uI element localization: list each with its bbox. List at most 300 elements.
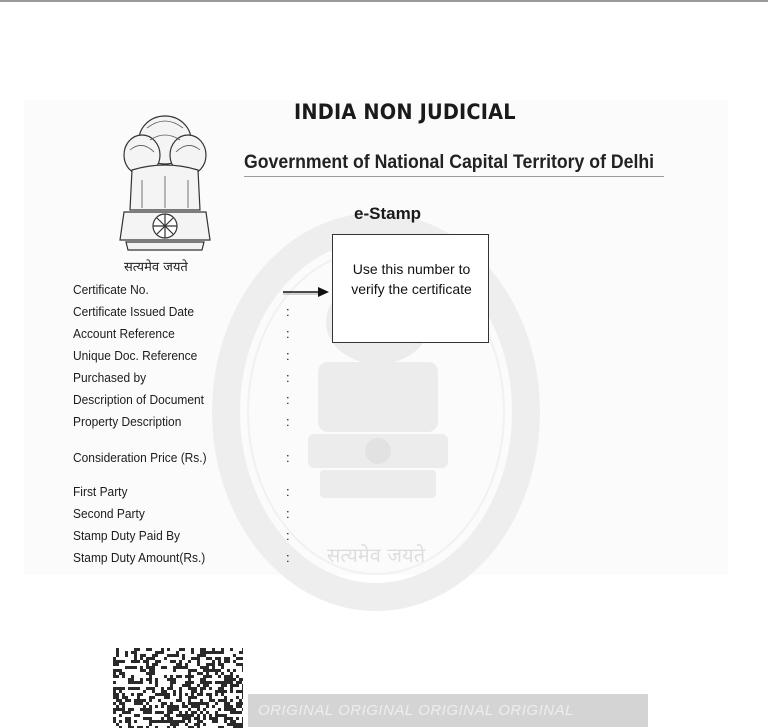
qr-cell — [218, 681, 221, 684]
page-subtitle: Government of National Capital Territory of Delhi — [244, 152, 655, 173]
qr-cell — [122, 702, 125, 705]
qr-cell — [173, 690, 176, 693]
field-label: Account Reference — [73, 326, 175, 341]
qr-cell — [167, 711, 170, 714]
qr-cell — [167, 720, 170, 723]
qr-cell — [230, 684, 233, 687]
qr-cell — [212, 660, 215, 663]
qr-cell — [164, 657, 167, 660]
qr-cell — [203, 708, 206, 711]
qr-cell — [149, 696, 152, 699]
qr-cell — [119, 699, 122, 702]
qr-cell — [116, 693, 119, 696]
qr-cell — [164, 714, 167, 717]
qr-cell — [242, 669, 243, 672]
qr-cell — [206, 705, 209, 708]
qr-cell — [209, 717, 212, 720]
qr-cell — [125, 699, 128, 702]
qr-cell — [137, 660, 140, 663]
qr-cell — [209, 687, 212, 690]
qr-cell — [113, 702, 116, 705]
qr-cell — [122, 672, 125, 675]
qr-cell — [221, 714, 224, 717]
qr-cell — [152, 720, 155, 723]
qr-cell — [194, 711, 197, 714]
qr-cell — [128, 717, 131, 720]
qr-cell — [242, 720, 243, 723]
qr-cell — [179, 660, 182, 663]
qr-cell — [170, 711, 173, 714]
qr-cell — [215, 693, 218, 696]
qr-cell — [125, 651, 128, 654]
qr-cell — [203, 681, 206, 684]
qr-cell — [200, 681, 203, 684]
qr-cell — [185, 666, 188, 669]
qr-cell — [236, 675, 239, 678]
field-property-description — [73, 414, 191, 429]
qr-cell — [113, 696, 116, 699]
field-consideration-price — [73, 450, 218, 465]
qr-cell — [203, 678, 206, 681]
qr-cell — [197, 714, 200, 717]
qr-cell — [161, 705, 164, 708]
qr-cell — [167, 708, 170, 711]
qr-cell — [128, 687, 131, 690]
qr-cell — [215, 711, 218, 714]
qr-cell — [197, 702, 200, 705]
qr-cell — [161, 687, 164, 690]
qr-cell — [218, 708, 221, 711]
qr-cell — [212, 666, 215, 669]
qr-cell — [182, 702, 185, 705]
qr-cell — [224, 657, 227, 660]
qr-cell — [179, 687, 182, 690]
qr-cell — [167, 696, 170, 699]
qr-cell — [236, 702, 239, 705]
qr-cell — [146, 657, 149, 660]
qr-cell — [170, 687, 173, 690]
qr-cell — [218, 660, 221, 663]
qr-cell — [200, 711, 203, 714]
qr-cell — [146, 687, 149, 690]
qr-cell — [191, 690, 194, 693]
qr-cell — [134, 651, 137, 654]
qr-cell — [242, 702, 243, 705]
qr-cell — [242, 663, 243, 666]
qr-cell — [140, 702, 143, 705]
qr-cell — [203, 648, 206, 651]
field-label: First Party — [73, 484, 128, 499]
qr-cell — [191, 714, 194, 717]
qr-cell — [146, 678, 149, 681]
qr-cell — [197, 708, 200, 711]
qr-cell — [134, 699, 137, 702]
qr-cell — [200, 654, 203, 657]
qr-cell — [200, 720, 203, 723]
qr-cell — [137, 681, 140, 684]
qr-cell — [221, 681, 224, 684]
arrow-right-icon — [282, 286, 330, 298]
field-label: Unique Doc. Reference — [73, 348, 198, 363]
qr-cell — [236, 696, 239, 699]
qr-cell — [218, 690, 221, 693]
qr-cell — [173, 723, 176, 726]
qr-cell — [206, 666, 209, 669]
qr-cell — [140, 678, 143, 681]
field-label: Certificate No. — [73, 282, 149, 297]
qr-cell — [236, 717, 239, 720]
field-stamp-duty-amount — [73, 550, 217, 565]
qr-cell — [224, 705, 227, 708]
qr-cell — [209, 714, 212, 717]
qr-cell — [149, 708, 152, 711]
qr-cell — [191, 687, 194, 690]
qr-cell — [182, 684, 185, 687]
qr-cell — [164, 693, 167, 696]
qr-cell — [167, 705, 170, 708]
qr-cell — [209, 696, 212, 699]
qr-cell — [191, 681, 194, 684]
qr-cell — [233, 654, 236, 657]
qr-cell — [209, 675, 212, 678]
qr-cell — [185, 675, 188, 678]
qr-cell — [230, 723, 233, 726]
qr-cell — [197, 720, 200, 723]
qr-cell — [209, 699, 212, 702]
qr-cell — [227, 705, 230, 708]
qr-cell — [218, 675, 221, 678]
field-description-of-document — [73, 392, 215, 407]
qr-cell — [125, 720, 128, 723]
qr-cell — [203, 654, 206, 657]
qr-cell — [161, 651, 164, 654]
qr-cell — [176, 708, 179, 711]
qr-cell — [233, 720, 236, 723]
qr-cell — [242, 696, 243, 699]
qr-cell — [239, 711, 242, 714]
qr-cell — [200, 687, 203, 690]
qr-cell — [185, 693, 188, 696]
qr-cell — [179, 714, 182, 717]
field-label: Description of Document — [73, 392, 204, 407]
qr-cell — [158, 699, 161, 702]
qr-cell — [119, 687, 122, 690]
qr-cell — [182, 705, 185, 708]
qr-cell — [113, 690, 116, 693]
qr-cell — [230, 708, 233, 711]
qr-cell — [149, 687, 152, 690]
qr-cell — [131, 687, 134, 690]
qr-cell — [161, 666, 164, 669]
certificate-fields — [73, 282, 313, 582]
qr-cell — [137, 696, 140, 699]
qr-cell — [197, 660, 200, 663]
qr-cell — [176, 699, 179, 702]
qr-cell — [149, 666, 152, 669]
qr-cell — [200, 699, 203, 702]
field-first-party — [73, 484, 132, 499]
qr-cell — [152, 687, 155, 690]
qr-cell — [206, 669, 209, 672]
qr-cell — [113, 669, 116, 672]
qr-cell — [149, 699, 152, 702]
qr-cell — [155, 663, 158, 666]
qr-cell — [221, 651, 224, 654]
qr-cell — [203, 687, 206, 690]
qr-cell — [233, 711, 236, 714]
field-separator: : — [286, 370, 290, 385]
qr-cell — [176, 651, 179, 654]
qr-cell — [152, 669, 155, 672]
qr-cell — [164, 666, 167, 669]
field-label: Certificate Issued Date — [73, 304, 194, 319]
qr-cell — [143, 669, 146, 672]
qr-cell — [239, 699, 242, 702]
qr-cell — [149, 711, 152, 714]
qr-cell — [197, 654, 200, 657]
qr-cell — [149, 648, 152, 651]
qr-cell — [140, 657, 143, 660]
qr-cell — [155, 711, 158, 714]
qr-cell — [224, 684, 227, 687]
qr-cell — [149, 705, 152, 708]
qr-cell — [155, 678, 158, 681]
qr-cell — [227, 675, 230, 678]
qr-cell — [236, 711, 239, 714]
field-account-reference — [73, 326, 184, 341]
qr-cell — [128, 681, 131, 684]
qr-cell — [143, 705, 146, 708]
qr-cell — [191, 675, 194, 678]
qr-cell — [128, 678, 131, 681]
qr-cell — [191, 669, 194, 672]
qr-cell — [167, 648, 170, 651]
qr-cell — [146, 648, 149, 651]
qr-cell — [203, 714, 206, 717]
original-strip-text: ORIGINAL ORIGINAL ORIGINAL ORIGINAL — [258, 702, 574, 719]
qr-cell — [209, 651, 212, 654]
qr-cell — [161, 693, 164, 696]
qr-cell — [173, 666, 176, 669]
page-title: INDIA NON JUDICIAL — [294, 100, 516, 124]
qr-cell — [224, 717, 227, 720]
qr-cell — [179, 720, 182, 723]
qr-cell — [230, 705, 233, 708]
qr-cell — [212, 717, 215, 720]
qr-cell — [188, 678, 191, 681]
qr-cell — [233, 660, 236, 663]
field-separator: : — [286, 348, 290, 363]
qr-cell — [134, 720, 137, 723]
qr-cell — [170, 720, 173, 723]
qr-cell — [200, 666, 203, 669]
field-label: Purchased by — [73, 370, 147, 385]
qr-cell — [191, 693, 194, 696]
qr-cell — [146, 660, 149, 663]
qr-cell — [215, 672, 218, 675]
qr-cell — [155, 681, 158, 684]
qr-cell — [185, 663, 188, 666]
qr-cell — [194, 687, 197, 690]
qr-cell — [149, 720, 152, 723]
qr-cell — [146, 672, 149, 675]
qr-cell — [203, 717, 206, 720]
qr-cell — [197, 657, 200, 660]
qr-cell — [143, 690, 146, 693]
qr-cell — [155, 660, 158, 663]
qr-cell — [215, 720, 218, 723]
qr-cell — [167, 693, 170, 696]
qr-cell — [227, 681, 230, 684]
qr-cell — [164, 720, 167, 723]
qr-cell — [239, 702, 242, 705]
qr-cell — [167, 714, 170, 717]
qr-cell — [221, 672, 224, 675]
qr-cell — [197, 723, 200, 726]
qr-cell — [206, 693, 209, 696]
qr-cell — [125, 654, 128, 657]
qr-cell — [170, 684, 173, 687]
qr-cell — [140, 654, 143, 657]
qr-cell — [227, 708, 230, 711]
qr-cell — [128, 699, 131, 702]
qr-cell — [209, 657, 212, 660]
qr-cell — [122, 693, 125, 696]
qr-cell — [128, 666, 131, 669]
qr-cell — [182, 714, 185, 717]
qr-cell — [131, 681, 134, 684]
qr-cell — [134, 681, 137, 684]
qr-cell — [227, 657, 230, 660]
qr-cell — [194, 702, 197, 705]
qr-cell — [161, 702, 164, 705]
qr-cell — [224, 696, 227, 699]
qr-cell — [125, 666, 128, 669]
qr-cell — [146, 711, 149, 714]
qr-cell — [170, 708, 173, 711]
qr-cell — [242, 651, 243, 654]
qr-cell — [236, 690, 239, 693]
qr-cell — [137, 699, 140, 702]
qr-cell — [170, 723, 173, 726]
qr-cell — [125, 717, 128, 720]
qr-cell — [179, 663, 182, 666]
qr-cell — [122, 705, 125, 708]
qr-cell — [206, 675, 209, 678]
qr-cell — [197, 717, 200, 720]
qr-cell — [155, 693, 158, 696]
qr-cell — [176, 654, 179, 657]
qr-cell — [206, 711, 209, 714]
qr-cell — [140, 708, 143, 711]
qr-cell — [206, 702, 209, 705]
qr-cell — [176, 714, 179, 717]
qr-cell — [146, 666, 149, 669]
qr-cell — [233, 669, 236, 672]
qr-cell — [233, 678, 236, 681]
qr-cell — [236, 723, 239, 726]
qr-cell — [122, 675, 125, 678]
qr-cell — [188, 669, 191, 672]
qr-cell — [164, 696, 167, 699]
qr-cell — [242, 687, 243, 690]
qr-cell — [227, 678, 230, 681]
qr-cell — [155, 705, 158, 708]
qr-cell — [176, 705, 179, 708]
qr-cell — [155, 720, 158, 723]
qr-cell — [116, 687, 119, 690]
qr-cell — [179, 648, 182, 651]
qr-cell — [134, 654, 137, 657]
qr-cell — [116, 651, 119, 654]
qr-cell — [242, 723, 243, 726]
qr-cell — [218, 699, 221, 702]
field-separator: : — [286, 528, 290, 543]
qr-cell — [119, 702, 122, 705]
qr-cell — [176, 666, 179, 669]
qr-cell — [134, 660, 137, 663]
qr-cell — [182, 654, 185, 657]
qr-cell — [191, 696, 194, 699]
qr-cell — [239, 681, 242, 684]
qr-cell — [149, 669, 152, 672]
qr-cell — [242, 708, 243, 711]
qr-cell — [128, 723, 131, 726]
qr-cell — [215, 651, 218, 654]
qr-cell — [149, 657, 152, 660]
qr-cell — [203, 723, 206, 726]
qr-cell — [155, 684, 158, 687]
qr-cell — [113, 717, 116, 720]
field-label: Stamp Duty Amount(Rs.) — [73, 550, 206, 565]
qr-cell — [152, 654, 155, 657]
qr-cell — [179, 696, 182, 699]
field-separator: : — [286, 450, 290, 465]
qr-cell — [176, 675, 179, 678]
qr-cell — [188, 708, 191, 711]
qr-cell — [227, 717, 230, 720]
qr-cell — [224, 678, 227, 681]
qr-cell — [140, 669, 143, 672]
qr-cell — [125, 696, 128, 699]
qr-cell — [230, 717, 233, 720]
qr-cell — [197, 663, 200, 666]
field-separator: : — [286, 326, 290, 341]
qr-cell — [179, 690, 182, 693]
qr-cell — [164, 675, 167, 678]
qr-cell — [212, 669, 215, 672]
qr-cell — [188, 696, 191, 699]
qr-cell — [230, 711, 233, 714]
qr-cell — [179, 711, 182, 714]
qr-cell — [200, 648, 203, 651]
qr-cell — [152, 663, 155, 666]
qr-cell — [224, 675, 227, 678]
qr-cell — [215, 702, 218, 705]
qr-cell — [149, 723, 152, 726]
qr-cell — [146, 702, 149, 705]
field-purchased-by — [73, 370, 153, 385]
qr-cell — [164, 690, 167, 693]
qr-cell — [116, 675, 119, 678]
qr-cell — [179, 675, 182, 678]
qr-cell — [239, 657, 242, 660]
qr-cell — [239, 663, 242, 666]
qr-cell — [191, 702, 194, 705]
qr-cell — [173, 660, 176, 663]
qr-cell — [194, 717, 197, 720]
qr-cell — [131, 675, 134, 678]
